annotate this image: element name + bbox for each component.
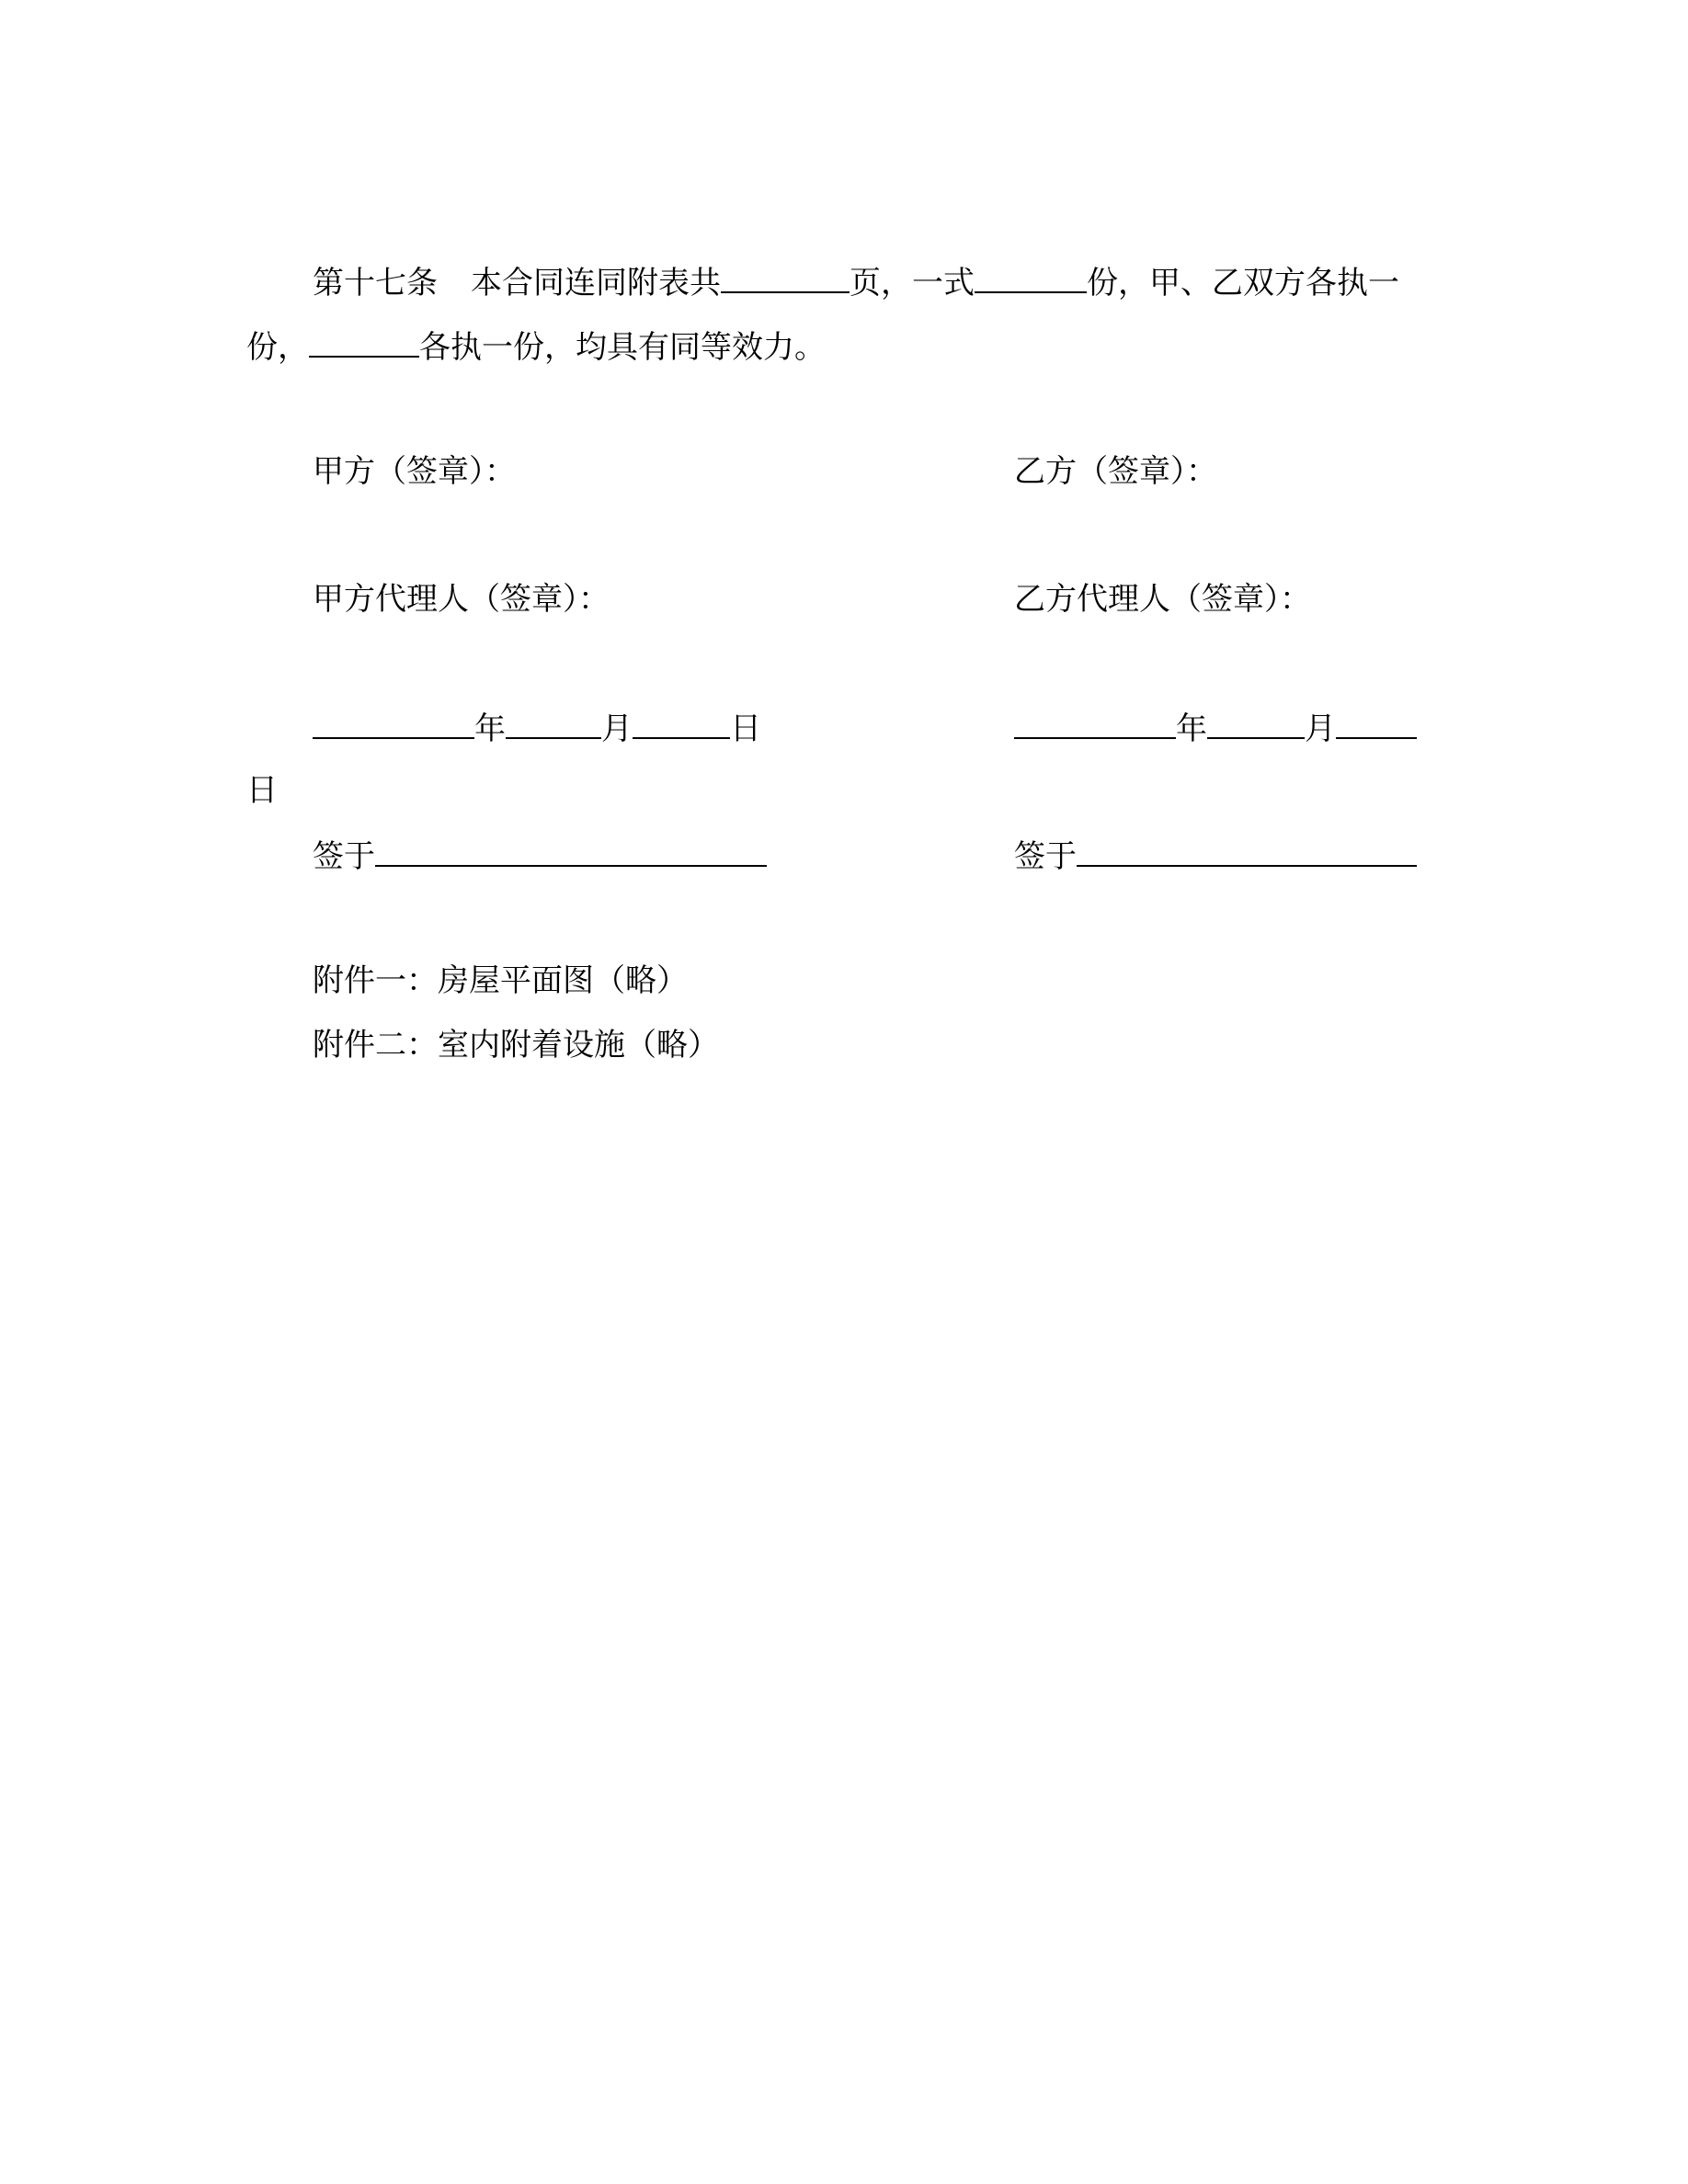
party-a-year-blank[interactable] — [313, 708, 474, 739]
year-label: 年 — [1176, 711, 1207, 747]
month-label: 月 — [601, 711, 633, 747]
party-b-year-blank[interactable] — [1014, 708, 1176, 739]
attachment-2: 附件二：室内附着设施（略） — [313, 1027, 719, 1064]
third-party-blank[interactable] — [309, 326, 419, 358]
signed-at-label: 签于 — [1014, 838, 1077, 875]
party-b-day-blank[interactable] — [1336, 708, 1417, 739]
clause-line-2 — [246, 326, 826, 366]
clause-line-1 — [313, 262, 1399, 301]
party-a-day-blank[interactable] — [633, 708, 730, 739]
party-a-seal-label: 甲方（签章）： — [313, 453, 516, 490]
attachment-1: 附件一：房屋平面图（略） — [313, 962, 688, 999]
party-a-month-blank[interactable] — [506, 708, 601, 739]
party-b-month-blank[interactable] — [1207, 708, 1305, 739]
party-b-date — [1014, 708, 1417, 747]
day-label: 日 — [730, 711, 761, 747]
party-b-day-label-wrapped: 日 — [246, 772, 278, 809]
clause-text-4: 份， — [246, 329, 309, 366]
year-label: 年 — [474, 711, 506, 747]
party-b-seal-label: 乙方（签章）： — [1014, 453, 1217, 490]
party-a-signed-at — [313, 836, 767, 875]
party-b-place-blank[interactable] — [1077, 836, 1417, 867]
party-b-signed-at — [1014, 836, 1417, 875]
month-label: 月 — [1305, 711, 1336, 747]
party-a-place-blank[interactable] — [375, 836, 767, 867]
clause-article: 第十七条 — [313, 265, 438, 301]
signed-at-label: 签于 — [313, 838, 375, 875]
party-a-date — [313, 708, 761, 747]
pages-blank[interactable] — [721, 262, 850, 293]
party-a-agent-label: 甲方代理人（签章）： — [313, 581, 610, 618]
clause-text-1: 本合同连同附表共 — [471, 265, 721, 301]
copies-blank[interactable] — [975, 262, 1087, 293]
clause-text-2: 页，一式 — [850, 265, 975, 301]
party-b-agent-label: 乙方代理人（签章）： — [1014, 581, 1311, 618]
clause-text-3: 份，甲、乙双方各执一 — [1087, 265, 1399, 301]
clause-text-5: 各执一份，均具有同等效力。 — [419, 329, 826, 366]
